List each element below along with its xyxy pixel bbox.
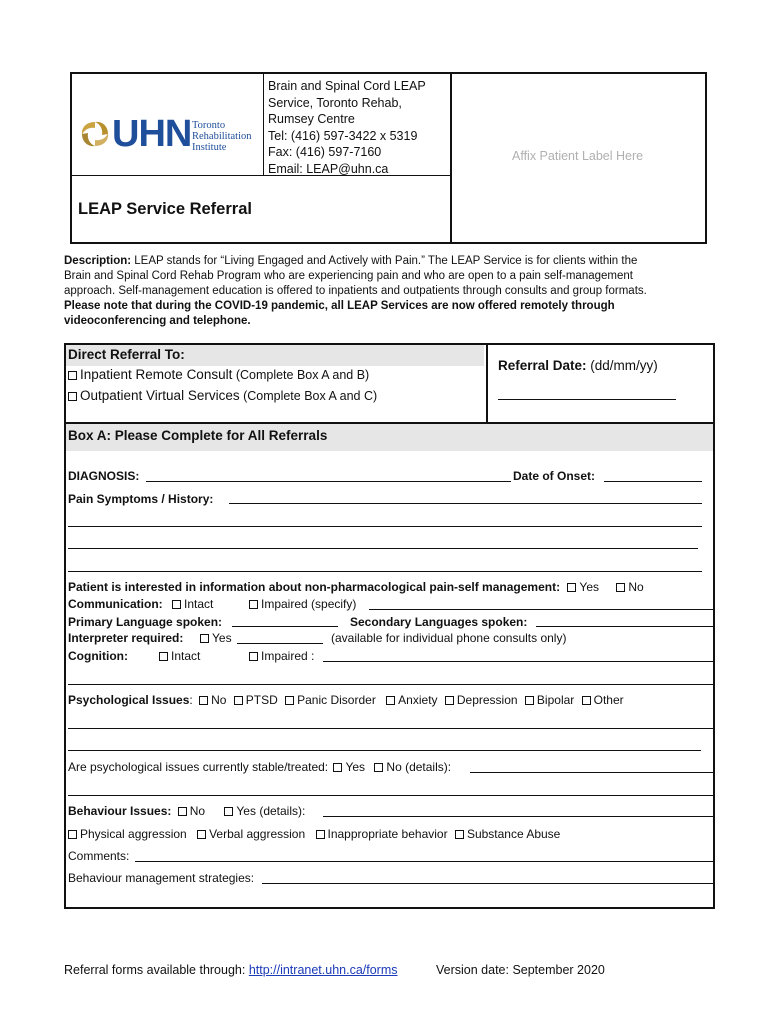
communication-label: Communication: bbox=[68, 597, 163, 611]
communication-impaired: Impaired (specify) bbox=[249, 597, 356, 611]
service-contact-info: Brain and Spinal Cord LEAP Service, Toronto Rehab, Rumsey Centre Tel: (416) 597-3422 x 5319 Fax: (416) 597-7160 Email: LEAP@uhn.ca bbox=[268, 79, 426, 176]
communication-intact: Intact bbox=[172, 597, 213, 611]
pain-history-field-4[interactable] bbox=[68, 571, 702, 572]
psych-no-checkbox[interactable] bbox=[199, 696, 208, 705]
psych-field-1[interactable] bbox=[68, 728, 713, 729]
behaviour-details-field[interactable] bbox=[323, 816, 713, 817]
header-divider-logo bbox=[263, 72, 264, 176]
interpreter-field[interactable] bbox=[237, 643, 323, 644]
psych-stable-no-checkbox[interactable] bbox=[374, 763, 383, 772]
psych-bipolar-checkbox[interactable] bbox=[525, 696, 534, 705]
cognition-impaired-field[interactable] bbox=[323, 661, 713, 662]
description-block: Description: LEAP stands for “Living Engaged and Actively with Pain.” The LEAP Service is for clients within the Brain and Spinal Cord Rehab Program who are experiencing pain and who are open to a pain self-management approach. Self-management education is offered to inpatients and outpatients through consults and group formats. Please note that during the COVID-19 pandemic, all LEAP Services are now offered remotely through videoconferencing and telephone. bbox=[64, 255, 647, 327]
primary-language-label: Primary Language spoken: bbox=[68, 615, 223, 629]
cognition-impaired: Impaired : bbox=[249, 649, 314, 663]
referral-heading: Direct Referral To: bbox=[68, 347, 185, 362]
primary-language-field[interactable] bbox=[232, 626, 338, 627]
behaviour-options-row: Physical aggression Verbal aggression Inappropriate behavior Substance Abuse bbox=[68, 827, 560, 841]
header-divider-vertical bbox=[450, 72, 452, 244]
pain-history-field-1[interactable] bbox=[229, 503, 702, 504]
cognition-label: Cognition: bbox=[68, 649, 128, 663]
psych-stable-row: Are psychological issues currently stable/treated: Yes No (details): bbox=[68, 760, 452, 774]
verbal-aggression-checkbox[interactable] bbox=[197, 830, 206, 839]
psych-anxiety-checkbox[interactable] bbox=[386, 696, 395, 705]
referral-date-field[interactable] bbox=[498, 399, 676, 400]
diagnosis-field[interactable] bbox=[146, 481, 511, 482]
substance-abuse-checkbox[interactable] bbox=[455, 830, 464, 839]
psych-stable-field[interactable] bbox=[470, 772, 713, 773]
strategies-field[interactable] bbox=[262, 883, 713, 884]
inpatient-checkbox[interactable] bbox=[68, 371, 77, 380]
interest-yes-checkbox[interactable] bbox=[567, 583, 576, 592]
logo-text: UHN bbox=[112, 113, 192, 155]
psych-stable-yes-checkbox[interactable] bbox=[333, 763, 342, 772]
onset-label: Date of Onset: bbox=[513, 469, 596, 483]
communication-intact-checkbox[interactable] bbox=[172, 600, 181, 609]
psych-field-2[interactable] bbox=[68, 750, 701, 751]
outpatient-checkbox[interactable] bbox=[68, 392, 77, 401]
interpreter-label: Interpreter required: bbox=[68, 631, 184, 645]
interpreter-yes-checkbox[interactable] bbox=[200, 634, 209, 643]
box-a-heading: Box A: Please Complete for All Referrals bbox=[68, 428, 328, 443]
logo-subtext: Toronto Rehabilitation Institute bbox=[192, 120, 252, 153]
secondary-language-field[interactable] bbox=[536, 626, 713, 627]
uhn-logo bbox=[78, 112, 258, 156]
behaviour-yes-checkbox[interactable] bbox=[224, 807, 233, 816]
psych-stable-field-2[interactable] bbox=[68, 795, 713, 796]
cognition-intact-checkbox[interactable] bbox=[159, 652, 168, 661]
psych-issues-row: Psychological Issues: No PTSD Panic Disorder Anxiety Depression Bipolar Other bbox=[68, 693, 624, 707]
referral-divider bbox=[486, 343, 488, 424]
communication-impaired-checkbox[interactable] bbox=[249, 600, 258, 609]
interpreter-note: (available for individual phone consults only) bbox=[331, 631, 567, 645]
logo-swirl-icon bbox=[78, 118, 112, 150]
psych-panic-checkbox[interactable] bbox=[285, 696, 294, 705]
interest-row: Patient is interested in information about non-pharmacological pain-self management: Yes No bbox=[68, 580, 644, 594]
patient-label-area: Affix Patient Label Here bbox=[512, 149, 644, 163]
strategies-label: Behaviour management strategies: bbox=[68, 871, 255, 885]
referral-option-outpatient[interactable]: Outpatient Virtual Services (Complete Box A and C) bbox=[68, 388, 377, 403]
referral-option-inpatient[interactable]: Inpatient Remote Consult (Complete Box A and B) bbox=[68, 367, 369, 382]
psych-depression-checkbox[interactable] bbox=[445, 696, 454, 705]
pain-history-field-3[interactable] bbox=[68, 548, 698, 549]
secondary-language-label: Secondary Languages spoken: bbox=[350, 615, 528, 629]
referral-date-label: Referral Date: (dd/mm/yy) bbox=[498, 358, 658, 373]
psych-other-checkbox[interactable] bbox=[582, 696, 591, 705]
onset-field[interactable] bbox=[604, 481, 702, 482]
pain-history-field-2[interactable] bbox=[68, 526, 702, 527]
comments-field[interactable] bbox=[135, 861, 713, 862]
interpreter-yes: Yes bbox=[200, 631, 232, 645]
communication-impaired-field[interactable] bbox=[369, 609, 713, 610]
form-title: LEAP Service Referral bbox=[78, 200, 252, 218]
interest-no-checkbox[interactable] bbox=[616, 583, 625, 592]
cognition-intact: Intact bbox=[159, 649, 200, 663]
comments-label: Comments: bbox=[68, 849, 130, 863]
diagnosis-label: DIAGNOSIS: bbox=[68, 469, 140, 483]
inappropriate-behavior-checkbox[interactable] bbox=[316, 830, 325, 839]
footer-version: Version date: September 2020 bbox=[436, 963, 605, 977]
footer-forms: Referral forms available through: http://intranet.uhn.ca/forms bbox=[64, 963, 398, 977]
cognition-extra-line[interactable] bbox=[68, 684, 713, 685]
psych-ptsd-checkbox[interactable] bbox=[234, 696, 243, 705]
forms-link[interactable]: http://intranet.uhn.ca/forms bbox=[248, 963, 398, 977]
physical-aggression-checkbox[interactable] bbox=[68, 830, 77, 839]
cognition-impaired-checkbox[interactable] bbox=[249, 652, 258, 661]
behaviour-no-checkbox[interactable] bbox=[178, 807, 187, 816]
pain-history-label: Pain Symptoms / History: bbox=[68, 492, 214, 506]
behaviour-row: Behaviour Issues: No Yes (details): bbox=[68, 804, 306, 818]
